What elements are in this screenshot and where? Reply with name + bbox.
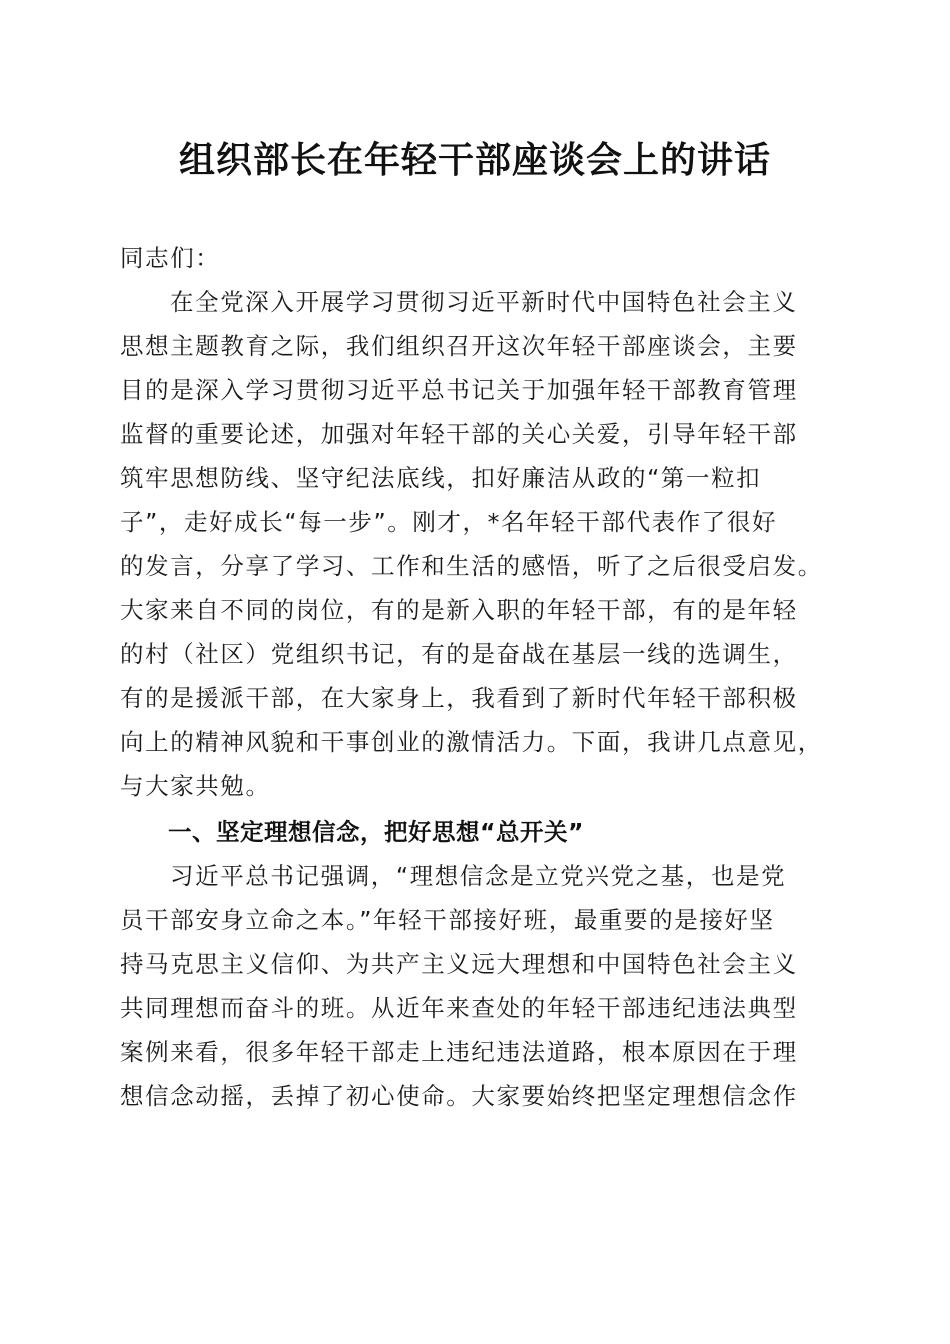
paragraph-line: 监督的重要论述，加强对年轻干部的关心关爱，引导年轻干部: [120, 420, 798, 448]
paragraph-line: 与大家共勉。: [120, 772, 271, 800]
salutation: 同志们：: [120, 244, 221, 272]
section1-paragraph: [120, 854, 850, 1118]
paragraph-line: 员干部安身立命之本。”年轻干部接好班，最重要的是接好坚: [120, 906, 775, 934]
paragraph-line: 在全党深入开展学习贯彻习近平新时代中国特色社会主义: [170, 288, 798, 316]
paragraph-line: 目的是深入学习贯彻习近平总书记关于加强年轻干部教育管理: [120, 376, 798, 404]
paragraph-line: 的发言，分享了学习、工作和生活的感悟，听了之后很受启发。: [120, 552, 823, 580]
intro-paragraph: [120, 280, 850, 808]
paragraph-line: 大家来自不同的岗位，有的是新入职的年轻干部，有的是年轻: [120, 596, 798, 624]
paragraph-line: 习近平总书记强调，“理想信念是立党兴党之基，也是党: [170, 862, 787, 890]
paragraph-line: 思想主题教育之际，我们组织召开这次年轻干部座谈会，主要: [120, 332, 798, 360]
paragraph-line: 共同理想而奋斗的班。从近年来查处的年轻干部违纪违法典型: [120, 994, 798, 1022]
paragraph-line: 向上的精神风貌和干事创业的激情活力。下面，我讲几点意见，: [120, 728, 823, 756]
paragraph-line: 子”，走好成长“每一步”。刚才，*名年轻干部代表作了很好: [120, 508, 778, 536]
page-title: 组织部长在年轻干部座谈会上的讲话: [178, 139, 771, 181]
paragraph-line: 筑牢思想防线、坚守纪法底线，扣好廉洁从政的“第一粒扣: [120, 464, 762, 492]
paragraph-line: 案例来看，很多年轻干部走上违纪违法道路，根本原因在于理: [120, 1038, 798, 1066]
section-heading: 一、坚定理想信念，把好思想“总开关”: [168, 818, 584, 846]
paragraph-line: 的村（社区）党组织书记，有的是奋战在基层一线的选调生，: [120, 640, 798, 668]
paragraph-line: 想信念动摇，丢掉了初心使命。大家要始终把坚定理想信念作: [120, 1082, 798, 1110]
paragraph-line: 有的是援派干部，在大家身上，我看到了新时代年轻干部积极: [120, 684, 798, 712]
paragraph-line: 持马克思主义信仰、为共产主义远大理想和中国特色社会主义: [120, 950, 798, 978]
